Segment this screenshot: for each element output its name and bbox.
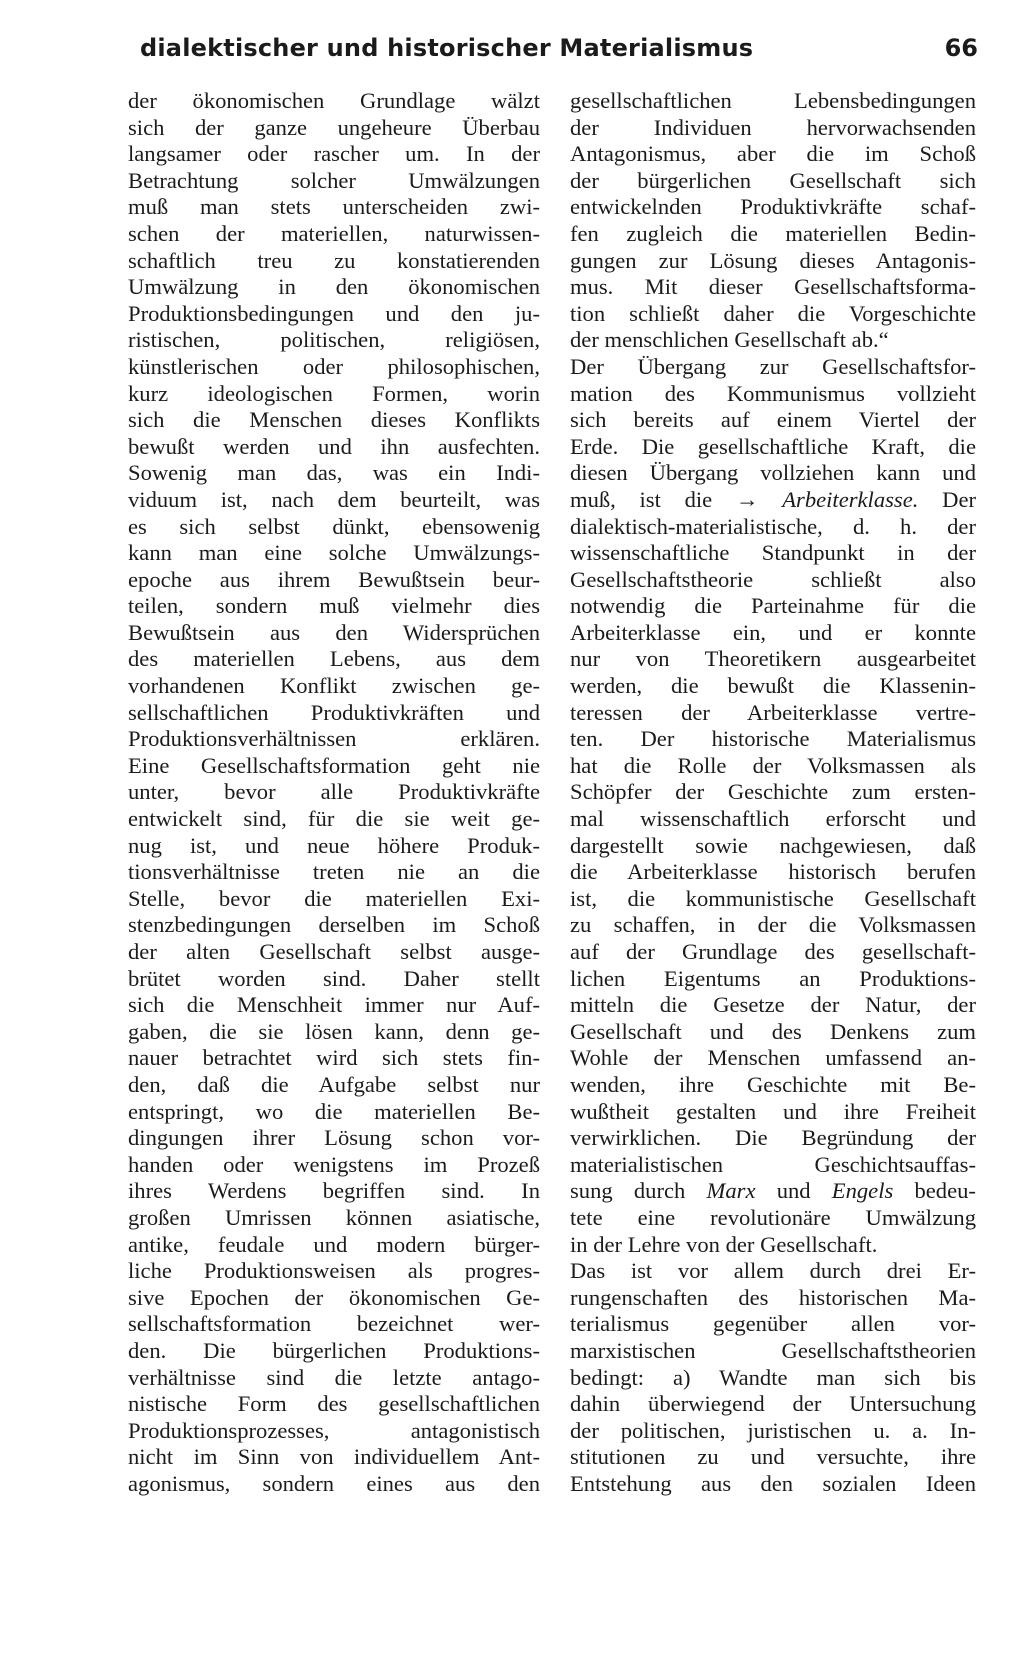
text-line: schen der materiellen, naturwissen-	[128, 220, 540, 246]
text-line: Umwälzung in den ökonomischen	[128, 274, 540, 300]
text-line: der menschlichen Gesellschaft ab.“	[570, 327, 889, 353]
text-line: Betrachtung solcher Umwälzungen	[128, 167, 540, 193]
text-line: dialektisch-materialistische, d. h. der	[570, 513, 976, 539]
text-line: dargestellt sowie nachgewiesen, daß	[570, 832, 976, 858]
left-column	[128, 88, 540, 1497]
text-line: es sich selbst dünkt, ebensowenig	[128, 513, 540, 539]
text-line: sich die Menschheit immer nur Auf-	[128, 992, 540, 1018]
text-line: unter, bevor alle Produktivkräfte	[128, 779, 540, 805]
text-line: sich bereits auf einem Viertel der	[570, 407, 976, 433]
text-line: nur von Theoretikern ausgearbeitet	[570, 646, 976, 672]
text-line: Entstehung aus den sozialen Ideen	[570, 1470, 976, 1496]
text-line: nicht im Sinn von individuellem Ant-	[128, 1444, 540, 1470]
text-line: teressen der Arbeiterklasse vertre-	[570, 699, 976, 725]
arrow-icon: →	[735, 486, 759, 512]
text-line: der bürgerlichen Gesellschaft sich	[570, 167, 976, 193]
text-line: stenzbedingungen derselben im Schoß	[128, 912, 540, 938]
text-line: Der Übergang zur Gesellschaftsfor-	[570, 353, 976, 379]
text-line: teilen, sondern muß vielmehr dies	[128, 593, 540, 619]
text-line: wenden, ihre Geschichte mit Be-	[570, 1071, 976, 1097]
running-head: dialektischer und historischer Materialismus	[140, 34, 754, 62]
text-line: sellschaftsformation bezeichnet wer-	[128, 1311, 540, 1337]
text-line: epoche aus ihrem Bewußtsein beur-	[128, 566, 540, 592]
text-line: auf der Grundlage des gesellschaft-	[570, 939, 976, 964]
text-line: hat die Rolle der Volksmassen als	[570, 752, 976, 778]
text-line: kann man eine solche Umwälzungs-	[128, 540, 540, 566]
text-line: tionsverhältnisse treten nie an die	[128, 859, 540, 885]
text-line: sich die Menschen dieses Konflikts	[128, 407, 540, 433]
text-line: Schöpfer der Geschichte zum ersten-	[570, 779, 976, 805]
text-line: Produktionsverhältnissen erklären.	[128, 726, 540, 752]
text-line: Produktionsprozesses, antagonistisch	[128, 1417, 540, 1443]
text-line: Wohle der Menschen umfassend an-	[570, 1045, 976, 1071]
text-line: brütet worden sind. Daher stellt	[128, 965, 540, 991]
text-line: liche Produktionsweisen als progres-	[128, 1258, 540, 1284]
text-line: in der Lehre von der Gesellschaft.	[570, 1231, 878, 1257]
text-line: sellschaftlichen Produktivkräften und	[128, 699, 540, 725]
text-line: der politischen, juristischen u. a. In-	[570, 1417, 976, 1443]
right-column	[570, 88, 976, 1497]
text-line: Das ist vor allem durch drei Er-	[570, 1258, 976, 1284]
text-line: den, daß die Aufgabe selbst nur	[128, 1071, 540, 1097]
text-line: agonismus, sondern eines aus den	[128, 1470, 540, 1496]
text-line: marxistischen Gesellschaftstheorien	[570, 1337, 976, 1363]
text-line: den. Die bürgerlichen Produktions-	[128, 1337, 540, 1363]
text-line: dingungen ihrer Lösung schon vor-	[128, 1125, 540, 1151]
text-line: Erde. Die gesellschaftliche Kraft, die	[570, 433, 976, 459]
text-line: des materiellen Lebens, aus dem	[128, 646, 540, 672]
text-line: kurz ideologischen Formen, worin	[128, 380, 540, 406]
text-line: großen Umrissen können asiatische,	[128, 1204, 540, 1230]
text-line: künstlerischen oder philosophischen,	[128, 353, 540, 379]
line-tail: Der	[942, 486, 976, 512]
text-line: antike, feudale und modern bürger-	[128, 1231, 540, 1257]
text-line: terialismus gegenüber allen vor-	[570, 1311, 976, 1337]
text-line: verhältnisse sind die letzte antago-	[128, 1364, 540, 1390]
text-line: sich der ganze ungeheure Überbau	[128, 114, 540, 140]
author-name-engels: Engels	[831, 1178, 894, 1204]
text-line: der alten Gesellschaft selbst ausge-	[128, 939, 540, 964]
text-line: Sowenig man das, was ein Indi-	[128, 460, 540, 486]
text-line: entspringt, wo die materiellen Be-	[128, 1098, 540, 1124]
line-conjunction: und	[776, 1178, 811, 1204]
text-line-with-arrow	[570, 487, 976, 514]
text-line: dahin überwiegend der Untersuchung	[570, 1391, 976, 1417]
page-number: 66	[944, 34, 978, 62]
text-line: Antagonismus, aber die im Schoß	[570, 141, 976, 167]
text-line: diesen Übergang vollziehen kann und	[570, 460, 976, 486]
line-lead: sung durch	[570, 1178, 686, 1204]
text-line: wußtheit gestalten und ihre Freiheit	[570, 1098, 976, 1124]
text-line: Stelle, bevor die materiellen Exi-	[128, 885, 540, 911]
text-line: ihres Werdens begriffen sind. In	[128, 1178, 540, 1204]
text-line: zu schaffen, in der die Volksmassen	[570, 912, 976, 938]
text-line: gaben, die sie lösen kann, denn ge-	[128, 1018, 540, 1044]
text-line: materialistischen Geschichtsauffas-	[570, 1151, 976, 1177]
text-line: stitutionen zu und versuchte, ihre	[570, 1444, 976, 1470]
text-line: viduum ist, nach dem beurteilt, was	[128, 486, 540, 512]
text-line: entwickelnden Produktivkräfte schaf-	[570, 194, 976, 220]
text-line: vorhandenen Konflikt zwischen ge-	[128, 673, 540, 699]
text-line: rungenschaften des historischen Ma-	[570, 1284, 976, 1310]
text-line: schaftlich treu zu konstatierenden	[128, 247, 540, 273]
text-line: mitteln die Gesetze der Natur, der	[570, 992, 976, 1018]
text-line: handen oder wenigstens im Prozeß	[128, 1151, 540, 1177]
text-line: fen zugleich die materiellen Bedin-	[570, 220, 976, 246]
text-line: Gesellschaftstheorie schließt also	[570, 566, 976, 592]
text-line: Bewußtsein aus den Widersprüchen	[128, 619, 540, 645]
author-name-marx: Marx	[706, 1178, 756, 1204]
text-line: bewußt werden und ihn ausfechten.	[128, 433, 540, 459]
emphasized-term: Arbeiterklasse.	[782, 486, 919, 512]
line-tail: bedeu-	[914, 1178, 976, 1204]
text-line: Produktionsbedingungen und den ju-	[128, 300, 540, 326]
text-line: langsamer oder rascher um. In der	[128, 141, 540, 167]
text-line: notwendig die Parteinahme für die	[570, 593, 976, 619]
text-line: tete eine revolutionäre Umwälzung	[570, 1204, 976, 1230]
text-line: Gesellschaft und des Denkens zum	[570, 1018, 976, 1044]
text-line-with-names	[570, 1178, 976, 1205]
text-line: wissenschaftliche Standpunkt in der	[570, 540, 976, 566]
text-line: werden, die bewußt die Klassenin-	[570, 673, 976, 699]
text-line: gungen zur Lösung dieses Antagonis-	[570, 247, 976, 273]
text-line: nistische Form des gesellschaftlichen	[128, 1391, 540, 1417]
text-line: ristischen, politischen, religiösen,	[128, 327, 540, 353]
text-line: entwickelt sind, für die sie weit ge-	[128, 806, 540, 832]
text-line: Arbeiterklasse ein, und er konnte	[570, 619, 976, 645]
text-line: Eine Gesellschaftsformation geht nie	[128, 752, 540, 778]
text-line: nug ist, und neue höhere Produk-	[128, 832, 540, 858]
text-line: nauer betrachtet wird sich stets fin-	[128, 1045, 540, 1071]
text-line: der Individuen hervorwachsenden	[570, 114, 976, 140]
text-line: sive Epochen der ökonomischen Ge-	[128, 1284, 540, 1310]
text-line: gesellschaftlichen Lebensbedingungen	[570, 88, 976, 113]
text-line: mal wissenschaftlich erforscht und	[570, 806, 976, 832]
text-line: ist, die kommunistische Gesellschaft	[570, 885, 976, 911]
text-line: ten. Der historische Materialismus	[570, 726, 976, 752]
text-line: verwirklichen. Die Begründung der	[570, 1125, 976, 1151]
text-line: mus. Mit dieser Gesellschaftsforma-	[570, 274, 976, 300]
text-line: der ökonomischen Grundlage wälzt	[128, 88, 540, 113]
text-line: mation des Kommunismus vollzieht	[570, 380, 976, 406]
text-line: bedingt: a) Wandte man sich bis	[570, 1364, 976, 1390]
line-lead: muß, ist die	[570, 486, 713, 512]
text-line: muß man stets unterscheiden zwi-	[128, 194, 540, 220]
text-line: lichen Eigentums an Produktions-	[570, 965, 976, 991]
text-line: tion schließt daher die Vorgeschichte	[570, 300, 976, 326]
text-line: die Arbeiterklasse historisch berufen	[570, 859, 976, 885]
